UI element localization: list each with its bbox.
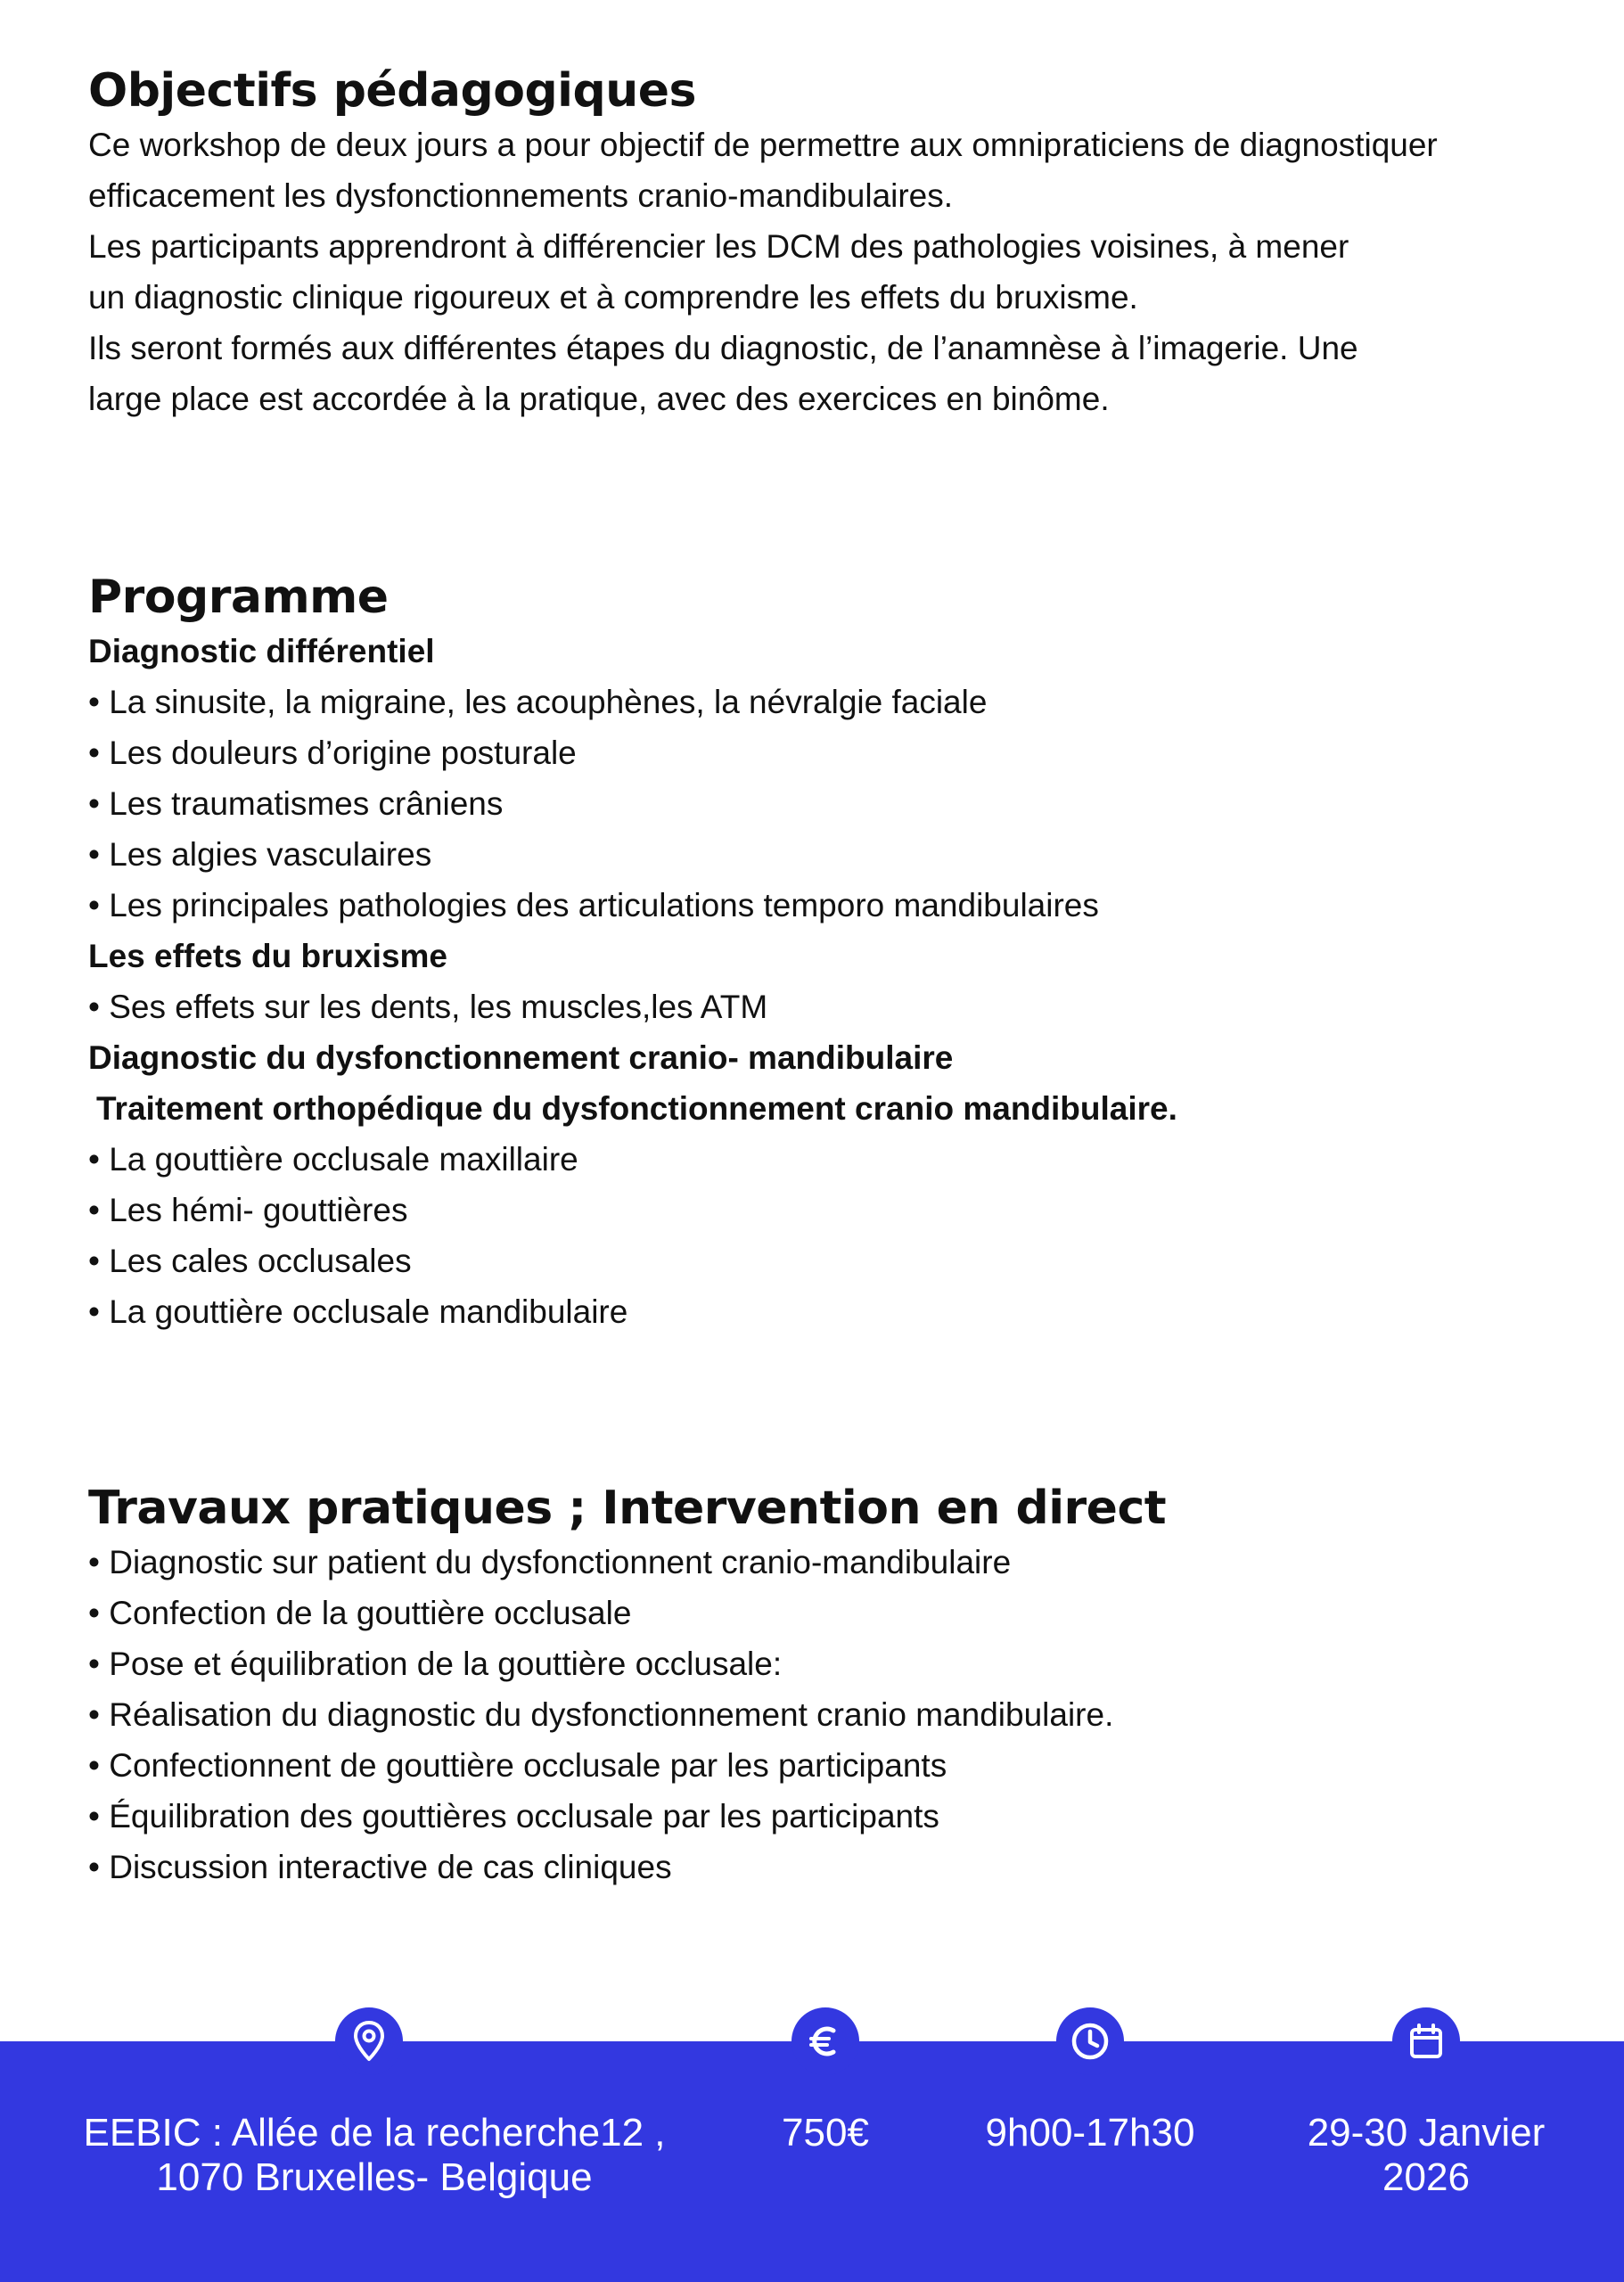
list-item: • Les cales occlusales (88, 1235, 1550, 1286)
objectifs-line: large place est accordée à la pratique, avec des exercices en binôme. (88, 381, 1110, 417)
location-line: EEBIC : Allée de la recherche12 , (83, 2111, 666, 2155)
clock-icon (1056, 2007, 1124, 2075)
list-item: • Les hémi- gouttières (88, 1185, 1550, 1235)
list-item: • Réalisation du diagnostic du dysfonctionnement cranio mandibulaire. (88, 1689, 1550, 1740)
travaux-list (88, 1537, 1550, 1892)
date-line: 29-30 Janvier (1307, 2111, 1546, 2155)
calendar-icon (1392, 2007, 1460, 2075)
list-item: • Les douleurs d’origine posturale (88, 727, 1550, 778)
list-item: • La sinusite, la migraine, les acouphènes, la névralgie faciale (88, 677, 1550, 727)
list-item: • Confection de la gouttière occlusale (88, 1588, 1550, 1638)
info-footer (0, 2041, 1624, 2282)
list-item: • Les traumatismes crâniens (88, 778, 1550, 829)
programme-list (88, 1134, 1550, 1337)
location-text (80, 2111, 668, 2200)
list-item: • Équilibration des gouttières occlusale par les participants (88, 1791, 1550, 1842)
list-item: • Les algies vasculaires (88, 829, 1550, 880)
date-text (1284, 2111, 1569, 2200)
list-item: • Ses effets sur les dents, les muscles,les ATM (88, 981, 1550, 1032)
programme-title: Programme (88, 570, 389, 624)
objectifs-line: efficacement les dysfonctionnements cranio-mandibulaires. (88, 177, 954, 214)
list-item: • Pose et équilibration de la gouttière occlusale: (88, 1638, 1550, 1689)
programme-subheading: Les effets du bruxisme (88, 938, 448, 974)
list-item: • Confectionnent de gouttière occlusale par les participants (88, 1740, 1550, 1791)
objectifs-line: Ils seront formés aux différentes étapes du diagnostic, de l’anamnèse à l’imagerie. Une (88, 330, 1358, 366)
list-item: • Les principales pathologies des articulations temporo mandibulaires (88, 880, 1550, 931)
objectifs-text (88, 119, 1550, 424)
list-item: • La gouttière occlusale maxillaire (88, 1134, 1550, 1185)
objectifs-line: un diagnostic clinique rigoureux et à comprendre les effets du bruxisme. (88, 279, 1138, 316)
date-line: 2026 (1382, 2155, 1470, 2199)
programme-subheading: Traitement orthopédique du dysfonctionnement cranio mandibulaire. (96, 1090, 1177, 1127)
objectifs-section (88, 62, 1550, 424)
price-text: 750€ (782, 2111, 869, 2155)
hours-text: 9h00-17h30 (985, 2111, 1195, 2155)
travaux-section (88, 1480, 1550, 1892)
objectifs-line: Ce workshop de deux jours a pour objectif de permettre aux omnipraticiens de diagnostiquer (88, 127, 1438, 163)
programme-list (88, 677, 1550, 931)
list-item: • Diagnostic sur patient du dysfonctionnent cranio-mandibulaire (88, 1537, 1550, 1588)
travaux-title: Travaux pratiques ; Intervention en direct (88, 1482, 1167, 1535)
list-item: • Discussion interactive de cas cliniques (88, 1842, 1550, 1892)
location-line: 1070 Bruxelles- Belgique (156, 2155, 593, 2199)
map-pin-icon (335, 2007, 403, 2075)
euro-icon (791, 2007, 859, 2075)
programme-section (88, 569, 1550, 1337)
objectifs-title: Objectifs pédagogiques (88, 64, 696, 118)
programme-subheading: Diagnostic différentiel (88, 633, 435, 669)
programme-subheading: Diagnostic du dysfonctionnement cranio- mandibulaire (88, 1039, 954, 1076)
objectifs-line: Les participants apprendront à différencier les DCM des pathologies voisines, à mener (88, 228, 1349, 265)
list-item: • La gouttière occlusale mandibulaire (88, 1286, 1550, 1337)
programme-list (88, 981, 1550, 1032)
